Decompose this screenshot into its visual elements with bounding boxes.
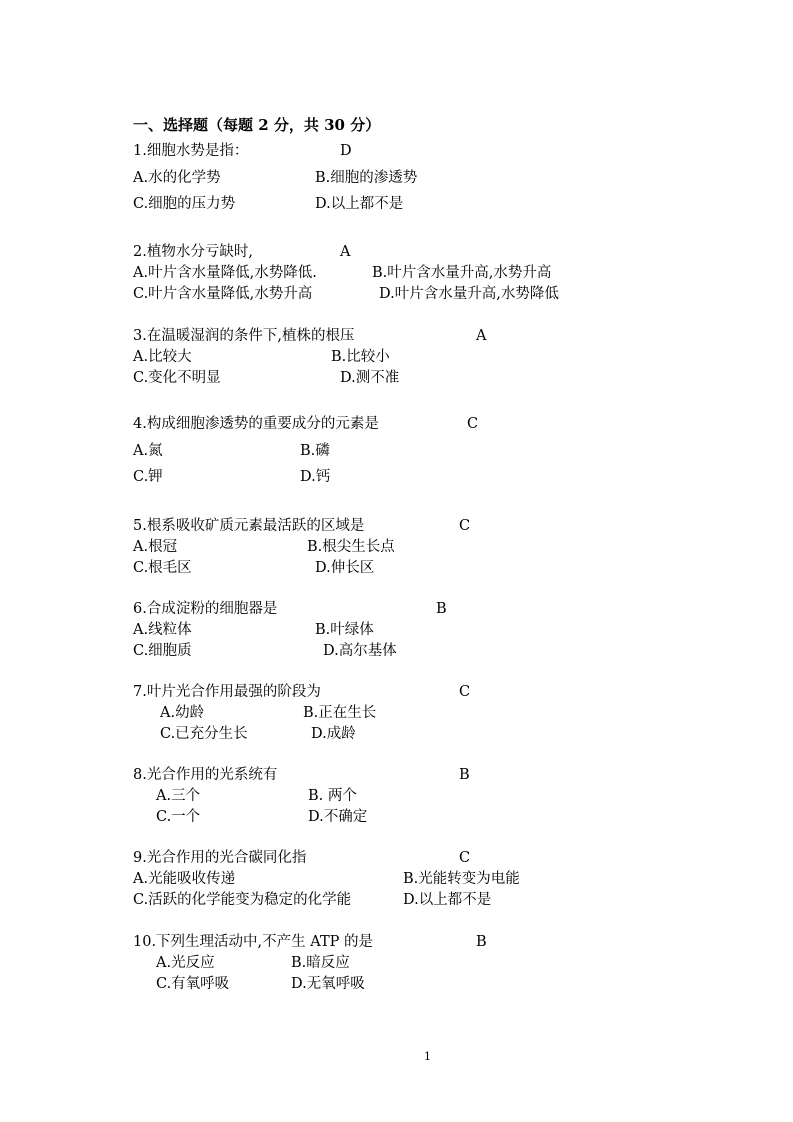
answer-letter: C xyxy=(459,684,471,700)
option: D.不确定 xyxy=(308,809,368,825)
option: D.伸长区 xyxy=(315,560,375,576)
option: A.水的化学势 xyxy=(133,170,221,186)
question-stem: 3.在温暖湿润的条件下,植株的根压 xyxy=(133,328,355,344)
option: A.幼龄 xyxy=(160,705,205,721)
option: C.有氧呼吸 xyxy=(156,976,230,992)
option: C.已充分生长 xyxy=(160,726,248,742)
option: C.变化不明显 xyxy=(133,370,221,386)
question-stem: 8.光合作用的光系统有 xyxy=(133,767,278,783)
answer-letter: B xyxy=(459,767,470,783)
question-stem: 7.叶片光合作用最强的阶段为 xyxy=(133,684,321,700)
option: C.根毛区 xyxy=(133,560,192,576)
answer-letter: B xyxy=(436,601,447,617)
option: A.光反应 xyxy=(156,955,215,971)
page-number: 1 xyxy=(424,1050,431,1063)
option: C.一个 xyxy=(156,809,201,825)
option: C.活跃的化学能变为稳定的化学能 xyxy=(133,892,352,908)
option: B. 两个 xyxy=(308,788,357,804)
answer-letter: A xyxy=(476,328,487,344)
option: B.光能转变为电能 xyxy=(403,871,520,887)
option: A.氮 xyxy=(133,443,163,459)
answer-letter: A xyxy=(340,244,351,260)
option: B.细胞的渗透势 xyxy=(315,170,418,186)
option: C.细胞的压力势 xyxy=(133,196,236,212)
option: D.成龄 xyxy=(311,726,356,742)
option: B.暗反应 xyxy=(291,955,350,971)
option: A.三个 xyxy=(156,788,201,804)
option: D.测不准 xyxy=(340,370,400,386)
answer-letter: D xyxy=(340,143,352,159)
option: D.叶片含水量升高,水势降低 xyxy=(379,286,559,302)
question-stem: 9.光合作用的光合碳同化指 xyxy=(133,850,307,866)
option: D.无氧呼吸 xyxy=(291,976,365,992)
option: A.叶片含水量降低,水势降低. xyxy=(133,265,317,281)
option: D.以上都不是 xyxy=(403,892,492,908)
option: B.正在生长 xyxy=(303,705,377,721)
option: D.以上都不是 xyxy=(315,196,404,212)
question-stem: 5.根系吸收矿质元素最活跃的区域是 xyxy=(133,518,365,534)
option: B.叶绿体 xyxy=(315,622,374,638)
option: A.线粒体 xyxy=(133,622,192,638)
answer-letter: B xyxy=(476,934,487,950)
question-stem: 6.合成淀粉的细胞器是 xyxy=(133,601,278,617)
option: C.钾 xyxy=(133,469,163,485)
option: B.磷 xyxy=(300,443,330,459)
question-stem: 4.构成细胞渗透势的重要成分的元素是 xyxy=(133,416,379,432)
answer-letter: C xyxy=(467,416,479,432)
question-stem: 2.植物水分亏缺时, xyxy=(133,244,253,260)
option: C.叶片含水量降低,水势升高 xyxy=(133,286,313,302)
answer-letter: C xyxy=(459,518,471,534)
option: C.细胞质 xyxy=(133,643,192,659)
question-stem: 1.细胞水势是指： xyxy=(133,143,249,159)
option: A.根冠 xyxy=(133,539,178,555)
option: B.比较小 xyxy=(331,349,390,365)
answer-letter: C xyxy=(459,850,471,866)
option: A.光能吸收传递 xyxy=(133,871,236,887)
option: A.比较大 xyxy=(133,349,192,365)
option: D.钙 xyxy=(300,469,331,485)
option: D.高尔基体 xyxy=(323,643,397,659)
question-stem: 10.下列生理活动中,不产生 ATP 的是 xyxy=(133,934,373,950)
section-title: 一、选择题（每题 2 分，共 30 分） xyxy=(133,116,381,134)
option: B.叶片含水量升高,水势升高 xyxy=(372,265,552,281)
option: B.根尖生长点 xyxy=(307,539,395,555)
